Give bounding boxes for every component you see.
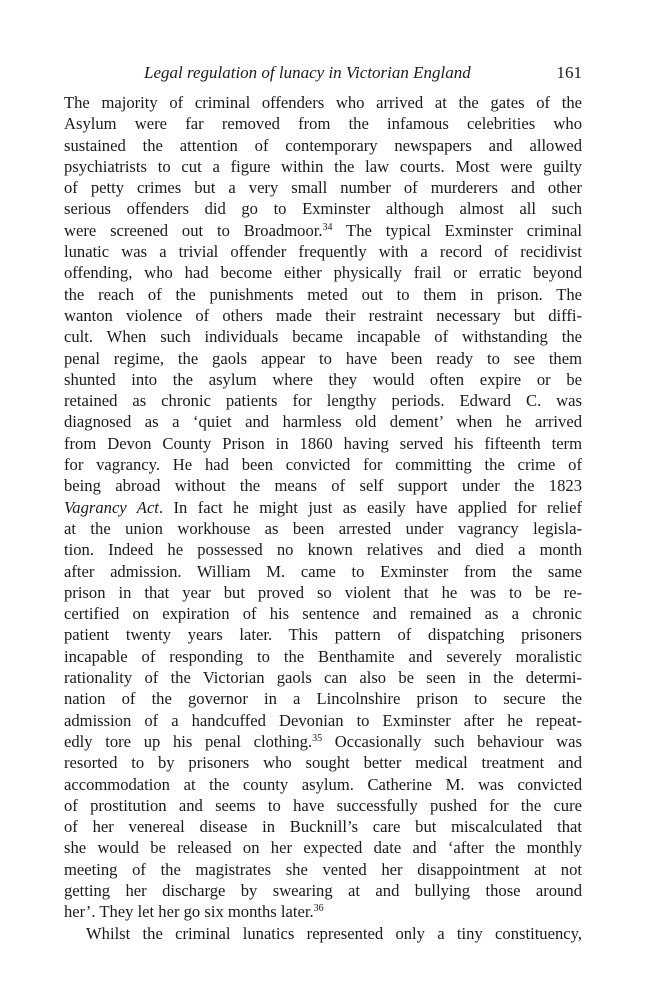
text-line: patient twenty years later. This pattern of dispatching prisoners (64, 625, 582, 645)
text-line: from Devon County Prison in 1860 having served his fifteenth term (64, 433, 582, 453)
footnote-marker: 34 (322, 221, 333, 233)
text-line: shunted into the asylum where they would often expire or be (64, 369, 582, 389)
text-line: admission of a handcuffed Devonian to Exminster after he repeat- (64, 710, 582, 730)
text-line: Asylum were far removed from the infamous celebrities who (64, 114, 582, 134)
running-head: Legal regulation of lunacy in Victorian England (144, 63, 471, 82)
page-header (64, 60, 582, 86)
footnote-marker: 35 (312, 732, 323, 744)
text-line: meeting of the magistrates she vented her disappointment at not (64, 859, 582, 879)
text-line: being abroad without the means of self support under the 1823 (64, 476, 582, 496)
text-line: cult. When such individuals became incapable of withstanding the (64, 327, 582, 347)
text-line: edly tore up his penal clothing.$^{35}$ Occasionally such behaviour was (64, 731, 582, 751)
text-line: after admission. William M. came to Exminster from the same (64, 561, 582, 581)
text-line: she would be released on her expected date and ‘after the monthly (64, 838, 582, 858)
text-line: sustained the attention of contemporary newspapers and allowed (64, 135, 582, 155)
body-text (64, 92, 582, 944)
text-line: wanton violence of others made their restraint necessary but diffi- (64, 305, 582, 325)
footnote-marker: 36 (313, 903, 324, 915)
text-line: offending, who had become either physically frail or erratic beyond (64, 263, 582, 283)
text-line: lunatic was a trivial offender frequently with a record of recidivist (64, 242, 582, 262)
text-line: diagnosed as a ‘quiet and harmless old dement’ when he arrived (64, 412, 582, 432)
text-line: The majority of criminal offenders who arrived at the gates of the (64, 93, 582, 112)
text-line: her’. They let her go six months later.$^{36}$ (64, 902, 324, 922)
text-line: Vagrancy Act. In fact he might just as easily have applied for relief (64, 497, 583, 517)
text-line: for vagrancy. He had been convicted for committing the crime of (64, 455, 582, 475)
italic-act-title: Vagrancy Act (64, 497, 159, 517)
text-line: certified on expiration of his sentence and remained as a chronic (64, 604, 582, 624)
text-line: of prostitution and seems to have successfully pushed for the cure (64, 795, 582, 815)
text-line: psychiatrists to cut a figure within the law courts. Most were guilty (64, 156, 582, 176)
text-line: nation of the governor in a Lincolnshire prison to secure the (64, 689, 582, 709)
text-line: rationality of the Victorian gaols can also be seen in the determi- (64, 668, 582, 688)
text-line: at the union workhouse as been arrested under vagrancy legisla- (64, 518, 582, 538)
text-line: prison in that year but proved so violent that he was to be re- (64, 582, 582, 602)
text-line: accommodation at the county asylum. Catherine M. was convicted (64, 774, 582, 794)
text-line: of petty crimes but a very small number of murderers and other (64, 178, 582, 198)
text-line: getting her discharge by swearing at and bullying those around (64, 880, 582, 900)
paragraph-start-line: Whilst the criminal lunatics represented only a tiny constituency, (86, 923, 582, 943)
text-line: tion. Indeed he possessed no known relatives and died a month (64, 540, 582, 560)
text-line: penal regime, the gaols appear to have been ready to see them (64, 348, 582, 368)
text-line: the reach of the punishments meted out to them in prison. The (64, 284, 582, 304)
text-line: retained as chronic patients for lengthy periods. Edward C. was (64, 391, 582, 411)
page-number: 161 (556, 63, 582, 82)
text-line: incapable of responding to the Benthamite and severely moralistic (64, 646, 582, 666)
text-line: of her venereal disease in Bucknill’s care but miscalculated that (64, 817, 582, 837)
text-line: resorted to by prisoners who sought better medical treatment and (64, 753, 582, 773)
text-line: were screened out to Broadmoor.$^{34}$ The typical Exminster criminal (64, 220, 583, 240)
text-line: serious offenders did go to Exminster although almost all such (64, 199, 582, 219)
